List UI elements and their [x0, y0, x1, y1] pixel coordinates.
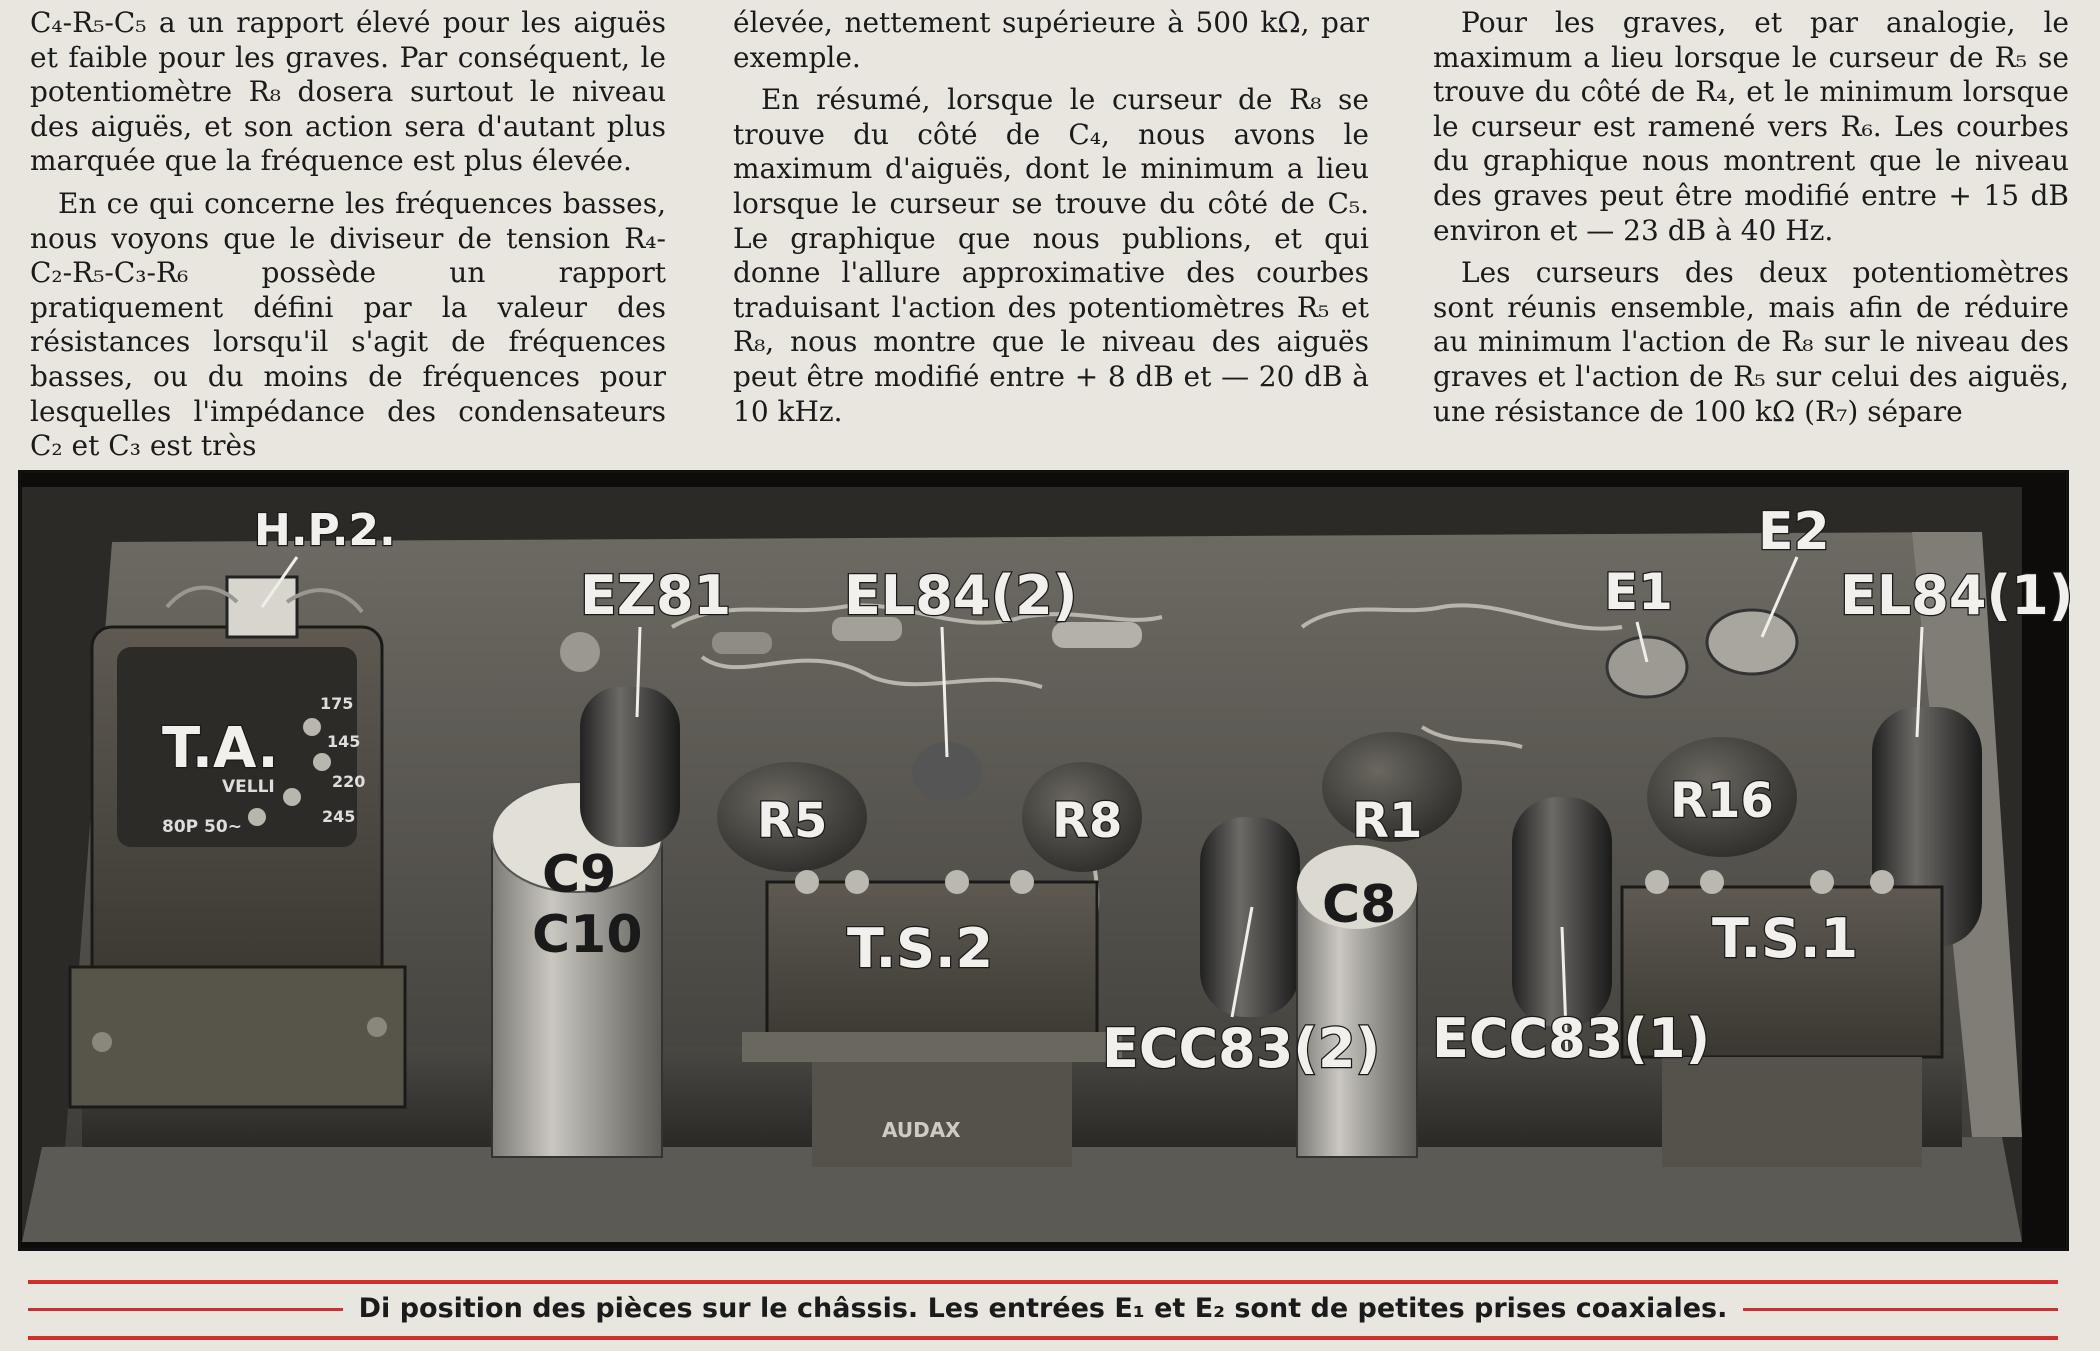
label-ez81: EZ81 [580, 564, 732, 627]
label-el84-2: EL84(2) [844, 564, 1078, 627]
marking-175: 175 [320, 694, 354, 713]
paragraph: En ce qui concerne les fréquences basses, nous voyons que le diviseur de tension R₄-C₂-R₅-C₃-R₆ possède un rapport pratiquement défini par la valeur des résistances lorsqu'il s'agit de fréquences basses, ou du moins de fréquences pour lesquelles l'impédance des condensateurs C₂ et C₃ est très [30, 186, 666, 463]
preamp-tube-ecc83-1 [1512, 797, 1612, 1027]
label-c9: C9 [542, 845, 617, 905]
chassis-photo [22, 487, 2074, 1242]
label-c8: C8 [1322, 875, 1397, 935]
label-ecc83-2: ECC83(2) [1102, 1017, 1381, 1080]
label-c10: C10 [532, 905, 643, 965]
marking-245: 245 [322, 807, 356, 826]
label-el84-1: EL84(1) [1840, 564, 2074, 627]
output-transformer [70, 577, 405, 1107]
label-r16: R16 [1670, 773, 1774, 829]
label-r1: R1 [1352, 793, 1423, 849]
label-e2: E2 [1758, 502, 1830, 562]
paragraph: élevée, nettement supérieure à 500 kΩ, par exemple. [733, 6, 1369, 74]
marking-145: 145 [327, 732, 361, 751]
coax-input-e1 [1607, 637, 1687, 697]
label-ta: T.A. [162, 716, 279, 781]
coax-input-e2 [1707, 610, 1797, 674]
label-ts2: T.S.2 [847, 917, 994, 980]
red-rule-bottom [28, 1336, 2058, 1340]
article-column-1 [30, 6, 666, 472]
paragraph: Pour les graves, et par analogie, le maximum a lieu lorsque le curseur de R₅ se trouve du côté de R₄, et le minimum lorsque le curseur est ramené vers R₆. Les courbes du graphique nous montrent que le niveau des graves peut être modifié entre + 15 dB environ et — 23 dB à 40 Hz. [1433, 6, 2069, 247]
marking-velli: VELLI [222, 777, 275, 797]
brand-marking-audax: AUDAX [882, 1118, 961, 1142]
label-hp2: H.P.2. [254, 505, 396, 556]
paragraph: Les curseurs des deux potentiomètres sont réunis ensemble, mais afin de réduire au minimum l'action de R₈ sur le niveau des graves et l'action de R₅ sur celui des aiguës, une résistance de 100 kΩ (R₇) sépare [1433, 256, 2069, 428]
label-r5: R5 [757, 793, 828, 849]
label-r8: R8 [1052, 793, 1123, 849]
red-rule-top [28, 1280, 2058, 1284]
label-ts1: T.S.1 [1712, 907, 1859, 970]
label-ecc83-1: ECC83(1) [1432, 1007, 1711, 1070]
article-column-2 [733, 6, 1369, 437]
article-column-3 [1433, 6, 2069, 437]
marking-impedance: 80P 50~ [162, 817, 242, 837]
figure-caption-block [28, 1280, 2058, 1340]
marking-220: 220 [332, 772, 366, 791]
label-e1: E1 [1604, 563, 1673, 621]
paragraph: C₄-R₅-C₅ a un rapport élevé pour les aiguës et faible pour les graves. Par conséquent, le potentiomètre R₈ dosera surtout le niveau des aiguës, et son action sera d'autant plus marquée que la fréquence est plus élevée. [30, 6, 666, 178]
paragraph: En résumé, lorsque le curseur de R₈ se trouve du côté de C₄, nous avons le maximum d'aiguës, dont le minimum a lieu lorsque le curseur se trouve du côté de C₅. Le graphique que nous publions, et qui donne l'allure approximative des courbes traduisant l'action des potentiomètres R₅ et R₈, nous montre que le niveau des aiguës peut être modifié entre + 8 dB et — 20 dB à 10 kHz. [733, 83, 1369, 428]
figure-caption: Di position des pièces sur le châssis. Les entrées E₁ et E₂ sont de petites prises coaxiales. [343, 1293, 1744, 1324]
